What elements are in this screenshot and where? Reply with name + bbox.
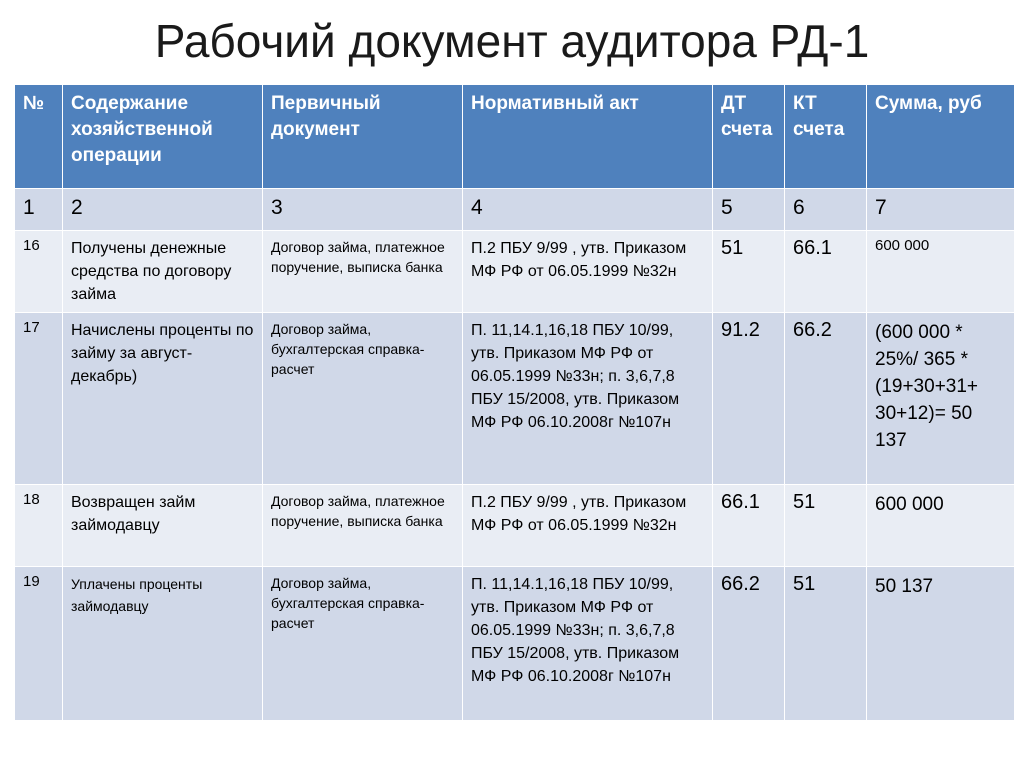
credit-cell: 51 (785, 567, 867, 721)
header-credit-account: КТ счета (785, 85, 867, 189)
document-cell: Договор займа, платежное поручение, выписка банка (263, 485, 463, 567)
debit-cell: 66.1 (713, 485, 785, 567)
table-row (15, 231, 1015, 313)
row-number: 16 (15, 231, 63, 313)
table-row (15, 313, 1015, 485)
document-cell: Договор займа, бухгалтерская справка-расчет (263, 313, 463, 485)
operation-cell: Возвращен займ займодавцу (63, 485, 263, 567)
credit-cell: 66.1 (785, 231, 867, 313)
debit-cell: 91.2 (713, 313, 785, 485)
document-cell: Договор займа, бухгалтерская справка-расчет (263, 567, 463, 721)
act-cell: П.2 ПБУ 9/99 , утв. Приказом МФ РФ от 06.05.1999 №32н (463, 231, 713, 313)
act-cell: П. 11,14.1,16,18 ПБУ 10/99, утв. Приказом МФ РФ от 06.05.1999 №33н; п. 3,6,7,8 ПБУ 15/2008, утв. Приказом МФ РФ 06.10.2008г №107н (463, 567, 713, 721)
table-row (15, 567, 1015, 721)
row-number: 18 (15, 485, 63, 567)
debit-cell: 66.2 (713, 567, 785, 721)
sum-cell: 600 000 (867, 231, 1015, 313)
column-number: 2 (63, 189, 263, 231)
row-number: 17 (15, 313, 63, 485)
column-number: 1 (15, 189, 63, 231)
page-title: Рабочий документ аудитора РД-1 (154, 15, 870, 67)
act-cell: П. 11,14.1,16,18 ПБУ 10/99, утв. Приказом МФ РФ от 06.05.1999 №33н; п. 3,6,7,8 ПБУ 15/2008, утв. Приказом МФ РФ 06.10.2008г №107н (463, 313, 713, 485)
operation-cell: Уплачены проценты займодавцу (63, 567, 263, 721)
column-number: 4 (463, 189, 713, 231)
debit-cell: 51 (713, 231, 785, 313)
header-debit-account: ДТ счета (713, 85, 785, 189)
document-cell: Договор займа, платежное поручение, выписка банка (263, 231, 463, 313)
column-number: 7 (867, 189, 1015, 231)
column-number: 6 (785, 189, 867, 231)
sum-cell: 600 000 (867, 485, 1015, 567)
audit-working-paper-table (14, 84, 1015, 721)
column-number: 3 (263, 189, 463, 231)
header-operation: Содержание хозяйственной операции (63, 85, 263, 189)
header-sum: Сумма, руб (867, 85, 1015, 189)
header-primary-document: Первичный документ (263, 85, 463, 189)
header-normative-act: Нормативный акт (463, 85, 713, 189)
act-cell: П.2 ПБУ 9/99 , утв. Приказом МФ РФ от 06.05.1999 №32н (463, 485, 713, 567)
credit-cell: 51 (785, 485, 867, 567)
operation-cell: Получены денежные средства по договору займа (63, 231, 263, 313)
row-number: 19 (15, 567, 63, 721)
sum-cell: 50 137 (867, 567, 1015, 721)
operation-cell: Начислены проценты по займу за август-декабрь) (63, 313, 263, 485)
header-number: № (15, 85, 63, 189)
column-numbers-row (15, 189, 1015, 231)
table-row (15, 485, 1015, 567)
table-header-row (15, 85, 1015, 189)
column-number: 5 (713, 189, 785, 231)
credit-cell: 66.2 (785, 313, 867, 485)
sum-cell: (600 000 * 25%/ 365 * (19+30+31+ 30+12)= 50 137 (867, 313, 1015, 485)
